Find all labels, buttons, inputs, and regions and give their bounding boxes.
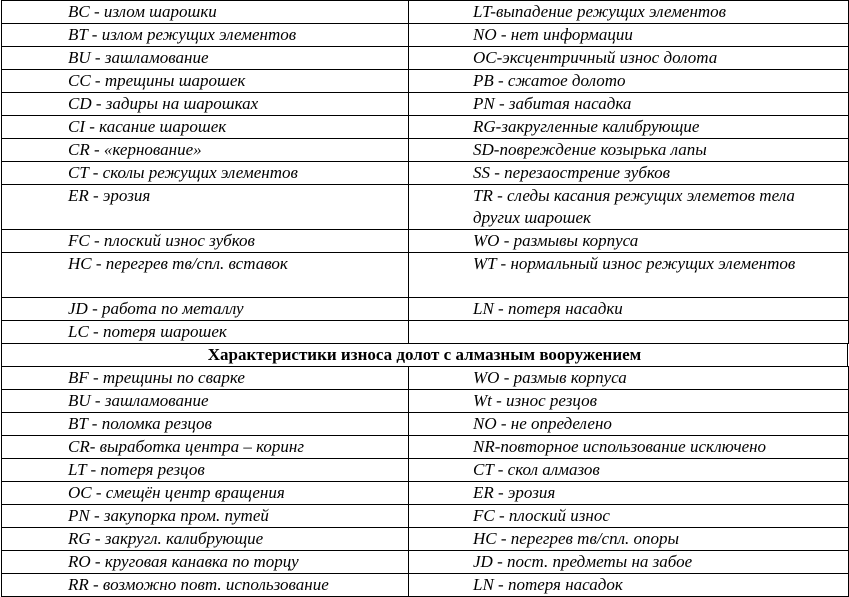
table-row [2,413,849,436]
wear-code-cell: PN - закупорка пром. путей [2,505,409,528]
wear-code-cell: BU - зашламование [2,390,409,413]
wear-code-cell: BT - излом режущих элементов [2,24,409,47]
wear-code-cell: ER - эрозия [409,482,849,505]
wear-code-cell: HC - перегрев тв/спл. вставок [2,253,409,298]
diamond-bit-wear-table [1,366,849,597]
wear-code-cell: LN - потеря насадок [409,574,849,597]
table-row [2,390,849,413]
wear-code-cell: LC - потеря шарошек [2,321,409,344]
table-row [2,70,849,93]
table-row [2,321,849,344]
table-row [2,139,849,162]
wear-code-cell: CT - сколы режущих элементов [2,162,409,185]
wear-code-cell: RR - возможно повт. использование [2,574,409,597]
wear-code-cell: LT-выпадение режущих элементов [409,1,849,24]
wear-code-cell: ER - эрозия [2,185,409,230]
wear-code-cell: BF - трещины по сварке [2,367,409,390]
table-row [2,1,849,24]
wear-code-cell: RG-закругленные калибрующие [409,116,849,139]
wear-code-cell: BU - зашламование [2,47,409,70]
wear-code-cell: PN - забитая насадка [409,93,849,116]
wear-code-cell: RO - круговая канавка по торцу [2,551,409,574]
table-row [2,298,849,321]
wear-code-cell [409,321,849,344]
wear-code-cell: NO - не определено [409,413,849,436]
table-row [2,47,849,70]
wear-code-cell: WO - размыв корпуса [409,367,849,390]
table-row [2,367,849,390]
wear-code-cell: WT - нормальный износ режущих элементов [409,253,849,298]
table-row [2,185,849,230]
table-row [2,116,849,139]
wear-code-cell: CR- выработка центра – коринг [2,436,409,459]
table-row [2,253,849,298]
wear-code-cell: WO - размывы корпуса [409,230,849,253]
wear-code-cell: OC-эксцентричный износ долота [409,47,849,70]
wear-code-cell: CT - скол алмазов [409,459,849,482]
wear-code-cell: LT - потеря резцов [2,459,409,482]
table-row [2,528,849,551]
table-row [2,93,849,116]
wear-code-cell: SD-повреждение козырька лапы [409,139,849,162]
wear-code-cell: JD - работа по металлу [2,298,409,321]
wear-code-cell: FC - плоский износ [409,505,849,528]
table-row [2,459,849,482]
wear-code-cell: NO - нет информации [409,24,849,47]
wear-code-cell: CR - «кернование» [2,139,409,162]
table-row [2,551,849,574]
table-row [2,482,849,505]
wear-code-cell: CC - трещины шарошек [2,70,409,93]
wear-code-cell: FC - плоский износ зубков [2,230,409,253]
wear-code-cell: RG - закругл. калибрующие [2,528,409,551]
wear-code-cell: CI - касание шарошек [2,116,409,139]
wear-code-cell: HC - перегрев тв/спл. опоры [409,528,849,551]
roller-cone-wear-table [1,0,849,344]
table-row [2,436,849,459]
wear-code-cell: JD - пост. предметы на забое [409,551,849,574]
wear-code-cell: OC - смещён центр вращения [2,482,409,505]
wear-code-cell: BT - поломка резцов [2,413,409,436]
table-row [2,162,849,185]
wear-code-cell: Wt - износ резцов [409,390,849,413]
wear-code-cell: PB - сжатое долото [409,70,849,93]
table-row [2,230,849,253]
wear-code-cell: SS - перезаострение зубков [409,162,849,185]
table-row [2,505,849,528]
wear-code-cell: BC - излом шарошки [2,1,409,24]
wear-code-cell: LN - потеря насадки [409,298,849,321]
wear-code-cell: CD - задиры на шарошках [2,93,409,116]
table-row [2,574,849,597]
wear-code-cell: NR-повторное использование исключено [409,436,849,459]
section-heading: Характеристики износа долот с алмазным вооружением [1,344,848,366]
wear-code-cell: TR - следы касания режущих элеметов тела других шарошек [409,185,849,230]
table-row [2,24,849,47]
